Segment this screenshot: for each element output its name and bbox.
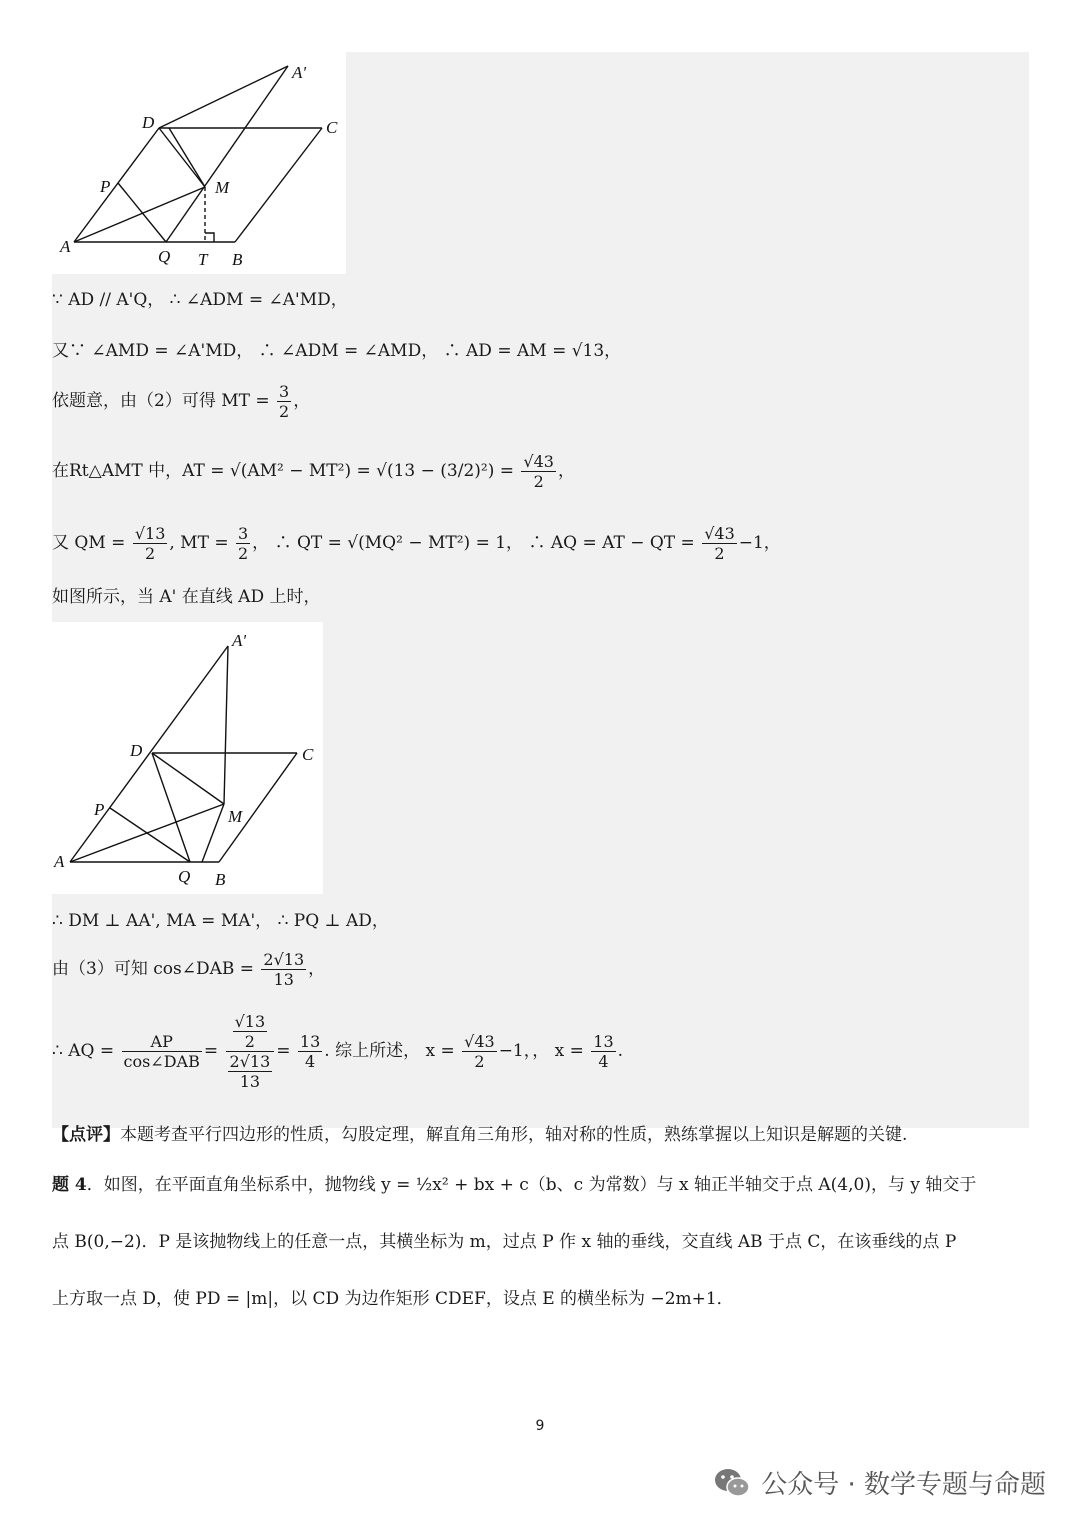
line-5-mid: , MT =: [169, 533, 229, 553]
watermark-text: 公众号 · 数学专题与命题: [761, 1470, 1046, 1500]
line-4: [52, 452, 575, 491]
line-7: ∴ DM ⊥ AA', MA = MA'， ∴ PQ ⊥ AD，: [52, 911, 389, 931]
x2: ， x =: [532, 1041, 584, 1061]
comma: ，: [308, 959, 326, 979]
figure-2-drawing: [52, 622, 323, 894]
fig2-label-d: D: [130, 741, 143, 760]
question-4-line-2: 点 B(0,−2)．P 是该抛物线上的任意一点，其横坐标为 m，过点 P 作 x 轴的垂线，交直线 AB 于点 C，在该垂线的点 P: [52, 1232, 957, 1252]
fraction-sqrt13-2: [133, 524, 168, 563]
fig2-label-a: A: [54, 852, 65, 871]
fraction-num: 2√13: [229, 1052, 271, 1071]
line-8: [52, 950, 325, 989]
fraction-den: 4: [598, 1052, 609, 1071]
line-5-text: 又 QM =: [52, 533, 126, 553]
fraction-den: 2: [279, 402, 290, 421]
fraction-sqrt43-2: [521, 452, 556, 491]
period: .: [617, 1041, 624, 1061]
line-4-text: 在Rt△AMT 中，AT = √(AM² − MT²) = √(13 − (3/2)²) =: [52, 461, 514, 481]
fig1-label-p: P: [100, 177, 111, 196]
fraction-den: 2: [237, 544, 249, 563]
figure-1-drawing: [52, 52, 346, 274]
fraction-3-2b: [236, 524, 250, 563]
fraction-sqrt43-2c: [462, 1032, 497, 1071]
fraction-den: 2: [533, 472, 544, 491]
summary: . 综上所述， x =: [324, 1041, 455, 1061]
line-1: ∵ AD // A'Q， ∴ ∠ADM = ∠A'MD，: [52, 290, 348, 310]
fraction-num: √13: [234, 1012, 266, 1031]
equals: =: [203, 1041, 219, 1061]
fraction-num: 3: [279, 382, 290, 401]
fraction-den: 2: [145, 544, 156, 563]
line-5: [52, 524, 781, 563]
figure-2: [52, 622, 323, 894]
wechat-icon: [713, 1466, 751, 1500]
fraction-den: 2: [474, 1052, 485, 1071]
fig1-label-q: Q: [158, 247, 171, 266]
fraction-num: √43: [704, 524, 735, 543]
fig1-label-d: D: [142, 113, 155, 132]
fig1-label-b: B: [232, 250, 243, 269]
fraction-num: √43: [464, 1032, 495, 1051]
line-8-text: 由（3）可知 cos∠DAB =: [52, 959, 254, 979]
complex-num: [226, 1012, 275, 1052]
fraction-num: √13: [134, 524, 166, 543]
comma: ，: [557, 461, 575, 481]
line-3: [52, 382, 310, 421]
fig1-label-c: C: [326, 118, 338, 137]
minus-one: −1，: [498, 1041, 533, 1061]
fig1-label-a-prime: A': [292, 63, 307, 82]
comment: [52, 1122, 907, 1148]
fraction-num: 13: [299, 1032, 321, 1051]
fraction-den: 13: [273, 970, 294, 989]
comment-tag: 【点评】: [52, 1125, 120, 1145]
comma: ，: [293, 391, 311, 411]
fraction-den: 13: [239, 1072, 261, 1091]
question-4-text-1: ．如图，在平面直角坐标系中，抛物线 y = ½x² + bx + c（b、c 为常数）与 x 轴正半轴交于点 A(4,0)，与 y 轴交于: [86, 1175, 977, 1195]
comment-text: 本题考查平行四边形的性质，勾股定理，解直角三角形，轴对称的性质，熟练掌握以上知识是解题的关键.: [120, 1125, 908, 1145]
line-3-text: 依题意，由（2）可得 MT =: [52, 391, 270, 411]
fraction-2sqrt13-13: [261, 950, 306, 989]
fraction-den: 4: [304, 1052, 316, 1071]
complex-fraction: [226, 1012, 275, 1091]
fig2-label-a-prime: A': [232, 631, 247, 650]
fraction-13-4b: [591, 1032, 615, 1071]
fig1-label-t: T: [198, 250, 208, 269]
fig2-label-b: B: [215, 870, 226, 889]
fraction-num: 3: [237, 524, 249, 543]
fig2-label-c: C: [302, 745, 314, 764]
fig2-label-m: M: [228, 807, 243, 826]
question-4-line-3: 上方取一点 D，使 PD = |m|，以 CD 为边作矩形 CDEF，设点 E 的横坐标为 −2m+1．: [52, 1289, 734, 1309]
fraction-num: 2√13: [263, 950, 305, 969]
line-6: 如图所示，当 A' 在直线 AD 上时，: [52, 587, 321, 607]
fraction-num: √43: [523, 452, 554, 471]
equals: =: [276, 1041, 291, 1061]
fraction-den: cos∠DAB: [123, 1052, 200, 1071]
line-5-qt: ， ∴ QT = √(MQ² − MT²) = 1， ∴ AQ = AT − QT =: [252, 533, 695, 553]
fraction-13-4: [298, 1032, 322, 1071]
question-4-tag: 题 4: [52, 1175, 87, 1195]
complex-den: [226, 1052, 275, 1091]
fraction-num: 13: [593, 1032, 614, 1051]
fraction-den: 2: [244, 1032, 255, 1051]
fraction-sqrt43-2b: [702, 524, 737, 563]
fig1-label-m: M: [215, 178, 230, 197]
line-2: 又∵ ∠AMD = ∠A'MD， ∴ ∠ADM = ∠AMD， ∴ AD = AM = √13，: [52, 341, 622, 361]
watermark: [713, 1464, 1046, 1501]
fraction-num: AP: [122, 1032, 202, 1052]
page-number: 9: [535, 1418, 545, 1434]
fraction-den: 2: [714, 544, 725, 563]
figure-1: [52, 52, 346, 274]
line-9-text: ∴ AQ =: [52, 1041, 115, 1061]
fraction-ap-cos: [122, 1032, 202, 1071]
fig2-label-q: Q: [178, 867, 191, 886]
fig1-label-a: A: [60, 237, 71, 256]
line-9: [52, 1012, 623, 1091]
fig2-label-p: P: [94, 800, 105, 819]
fraction-3-2: [277, 382, 291, 421]
question-4-line-1: [52, 1172, 976, 1198]
minus-one: −1，: [738, 533, 781, 553]
